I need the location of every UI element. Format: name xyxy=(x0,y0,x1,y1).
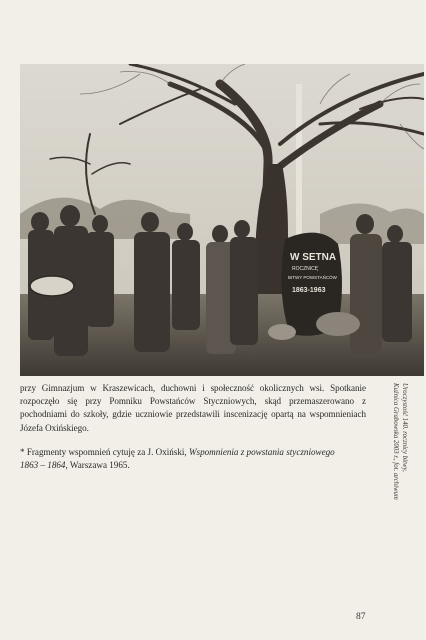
footnote-book-title: Wspomnienia z powstania styczniowego xyxy=(188,447,335,457)
footnote-prefix: * Fragmenty wspomnień cytuję za J. Oxiński, xyxy=(20,447,189,457)
paragraph-text: przy Gimnazjum w Kraszewicach, duchowni i społeczność okolicznych wsi. Spotkanie rozpoczęło się przy Pomniku Powstańców Styczniowych, skąd przemaszerowano z pochodniami do szkoły, gdzie uczniowie przedstawili inscenizację opartą na wspomnieniach Józefa Oxińskiego. xyxy=(20,383,366,433)
photo-caption xyxy=(372,383,408,523)
footnote-years: 1863 – 1864 xyxy=(20,460,66,471)
footnote-suffix: , Warszawa 1965. xyxy=(65,460,130,471)
page-number: 87 xyxy=(356,612,366,622)
main-paragraph xyxy=(20,382,366,435)
caption-line-2: Kuźnica Grabowska 2003 r., fot. archiwum xyxy=(392,383,400,500)
footnote-text xyxy=(20,446,366,472)
stone-inscription-2: ROCZNICĘ xyxy=(292,266,319,272)
stone-inscription-3: BITWY POWSTAŃCÓW xyxy=(288,275,337,280)
archival-photo xyxy=(20,64,424,376)
stone-inscription-1: W SETNA xyxy=(290,252,337,263)
caption-line-1: Uroczystość 140. rocznicy bitwy, xyxy=(401,383,408,472)
photo-illustration xyxy=(20,64,424,376)
stone-inscription-4: 1863-1963 xyxy=(292,287,326,294)
footnote xyxy=(20,446,366,472)
